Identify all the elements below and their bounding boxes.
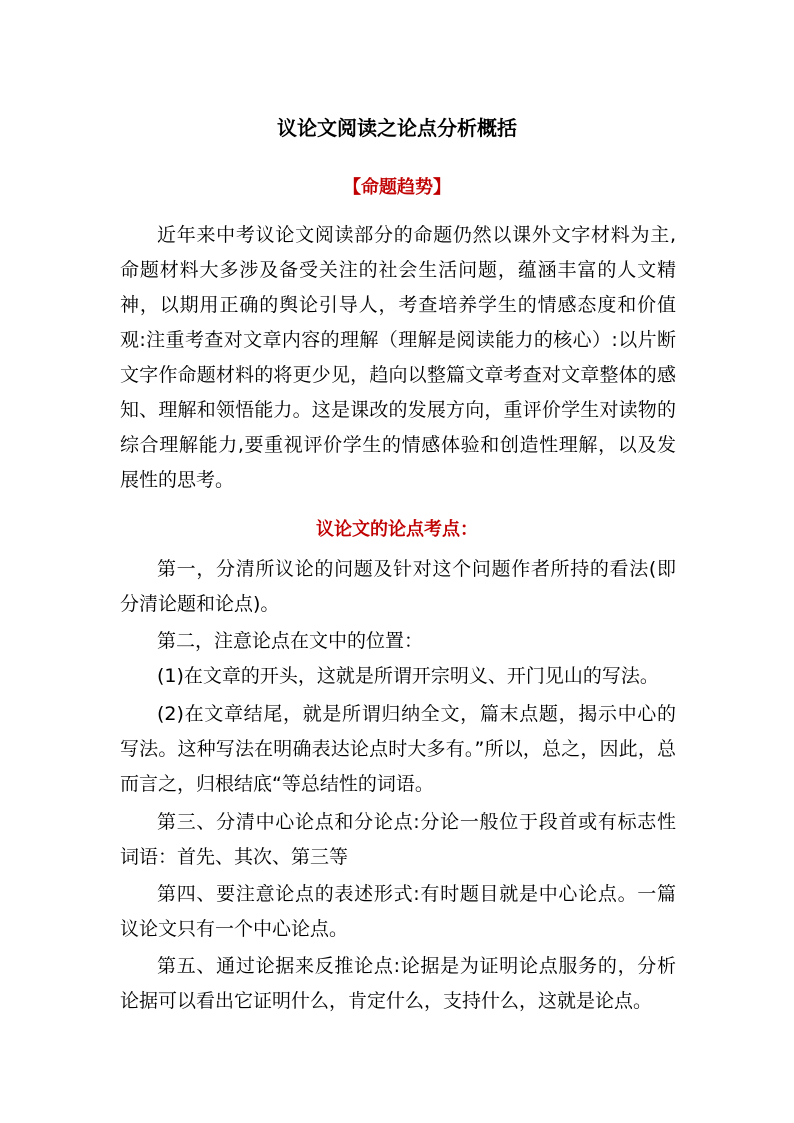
trend-heading: 【命题趋势】 xyxy=(343,177,451,198)
point-item: (1)在文章的开头，这就是所谓开宗明义、开门见山的写法。 xyxy=(157,665,659,687)
document-title: 议论文阅读之论点分析概括 xyxy=(277,116,517,140)
trend-paragraph: 近年来中考议论文阅读部分的命题仍然以课外文字材料为主,命题材料大多涉及备受关注的社会生活问题，蕴涵丰富的人文精神，以期用正确的舆论引导人，考查培养学生的情感态度和价值观:注重考查对文章内容的理解（理解是阅读能力的核心）:以片断文字作命题材料的将更少见，趋向以整篇文章考查对文章整体的感知、理解和领悟能力。这是课改的发展方向，重评价学生对读物的综合理解能力,要重视评价学生的情感体验和创造性理解，以及发展性的思考。 xyxy=(120,224,676,491)
point-item: 第三、分清中心论点和分论点:分论一般位于段首或有标志性词语：首先、其次、第三等 xyxy=(120,811,676,868)
point-item: 第一，分清所议论的问题及针对这个问题作者所持的看法(即分清论题和论点)。 xyxy=(120,558,676,615)
points-heading: 议论文的论点考点： xyxy=(316,519,478,540)
point-item: 第五、通过论据来反推论点:论据是为证明论点服务的，分析论据可以看出它证明什么，肯定什么，支持什么，这就是论点。 xyxy=(120,955,676,1012)
point-item: (2)在文章结尾，就是所谓归纳全文，篇末点题，揭示中心的写法。这种写法在明确表达论点时大多有。”所以，总之，因此，总而言之，归根结底“等总结性的词语。 xyxy=(120,703,676,795)
point-item: 第四、要注意论点的表述形式:有时题目就是中心论点。一篇议论文只有一个中心论点。 xyxy=(120,883,676,940)
point-item: 第二，注意论点在文中的位置： xyxy=(157,630,424,652)
